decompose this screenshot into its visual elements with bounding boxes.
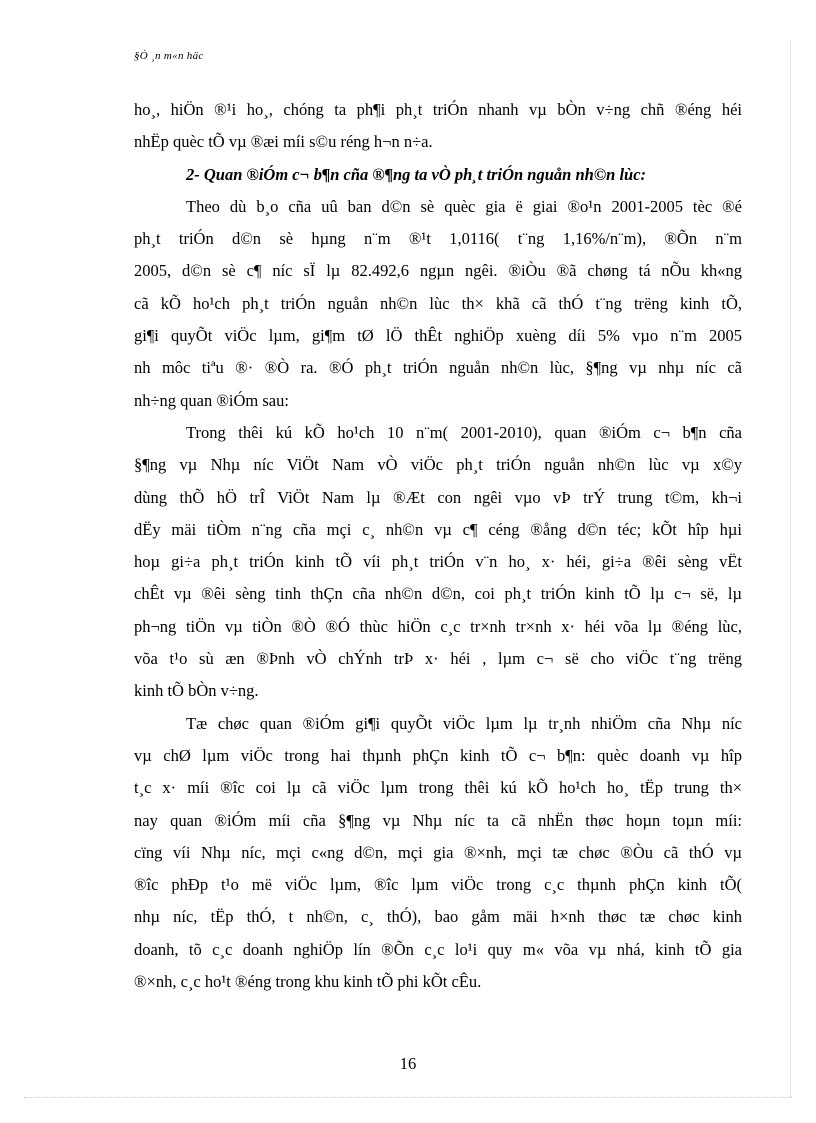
- text-line: t¸c x· míi ®îc coi lµ cã viÖc lµm trong thêi kú kÕ ho¹ch ho¸ tËp trung th×: [134, 778, 742, 798]
- page-border-right: [790, 40, 791, 1097]
- text-line: hoµ gi÷a ph¸t triÓn kinh tÕ víi ph¸t triÓn v¨n ho¸ x· héi, gi÷a ®êi sèng vËt: [134, 552, 742, 572]
- text-line: vµ chØ lµm viÖc trong hai thµnh phÇn kinh tÕ c¬ b¶n: quèc doanh vµ hîp: [134, 745, 742, 765]
- text-line: ®îc phÐp t¹o më viÖc lµm, ®îc lµm viÖc trong c¸c thµnh phÇn kinh tÕ(: [134, 875, 742, 895]
- section-heading: 2- Quan ®iÓm c¬ b¶n cña ®¶ng ta vÒ ph¸t triÓn nguån nh©n lùc:: [186, 164, 647, 184]
- text-line: nh÷ng quan ®iÓm sau:: [134, 390, 289, 410]
- text-line: Theo dù b¸o cña uû ban d©n sè quèc gia ë giai ®o¹n 2001-2005 tèc ®é: [186, 196, 742, 216]
- text-line: §¶ng vµ Nhµ níc ViÖt Nam vÒ viÖc ph¸t triÓn nguån nh©n lùc vµ x©y: [134, 455, 742, 475]
- text-line: nh môc tiªu ®· ®Ò ra. ®Ó ph¸t triÓn nguån nh©n lùc, §¶ng vµ nhµ níc cã: [134, 358, 742, 378]
- text-line: cïng víi Nhµ níc, mçi c«ng d©n, mçi gia ®×nh, mçi tæ chøc ®Òu cã thÓ vµ: [134, 842, 742, 862]
- page-border-bottom: [24, 1097, 792, 1098]
- text-line: ph¬ng tiÖn vµ tiÒn ®Ò ®Ó thùc hiÖn c¸c tr×nh tr×nh x· héi võa lµ ®éng lùc,: [134, 616, 742, 636]
- text-line: 2005, d©n sè c¶ níc sÏ lµ 82.492,6 ngµn ngêi. ®iÒu ®ã chøng tá nÕu kh«ng: [134, 261, 742, 281]
- text-line: chÊt vµ ®êi sèng tinh thÇn cña nh©n d©n, coi ph¸t triÓn kinh tÕ lµ c¬ së, lµ: [134, 584, 742, 604]
- text-line: võa t¹o sù æn ®Þnh vÒ chÝnh trÞ x· héi , lµm c¬ së cho viÖc t¨ng trëng: [134, 649, 742, 669]
- text-line: nay quan ®iÓm míi cña §¶ng vµ Nhµ níc ta cã nhËn thøc hoµn toµn míi:: [134, 810, 742, 830]
- text-line: ho¸, hiÖn ®¹i ho¸, chóng ta ph¶i ph¸t triÓn nhanh vµ bÒn v÷ng chñ ®éng héi: [134, 100, 742, 119]
- text-line: Trong thêi kú kÕ ho¹ch 10 n¨m( 2001-2010), quan ®iÓm c¬ b¶n cña: [186, 422, 742, 442]
- text-line: ph¸t triÓn d©n sè hµng n¨m ®¹t 1,0116( t¨ng 1,16%/n¨m), ®Õn n¨m: [134, 229, 742, 249]
- text-line: nhµ níc, tËp thÓ, t nh©n, c¸ thÓ), bao gåm mäi h×nh thøc tæ chøc kinh: [134, 907, 742, 927]
- text-line: doanh, tõ c¸c doanh nghiÖp lín ®Õn c¸c lo¹i quy m« võa vµ nhá, kinh tÕ gia: [134, 939, 742, 959]
- text-line: cã kÕ ho¹ch ph¸t triÓn nguån nh©n lùc th× khã cã thÓ t¨ng trëng kinh tÕ,: [134, 293, 742, 313]
- page-number: 16: [399, 1054, 417, 1073]
- text-line: dùng thÕ hÖ trÎ ViÖt Nam lµ ®Æt con ngêi vµo vÞ trÝ trung t©m, kh¬i: [134, 487, 742, 507]
- text-line: Tæ chøc quan ®iÓm gi¶i quyÕt viÖc lµm lµ tr¸nh nhiÖm cña Nhµ níc: [186, 713, 742, 733]
- text-line: ®×nh, c¸c ho¹t ®éng trong khu kinh tÕ phi kÕt cÊu.: [134, 972, 482, 992]
- text-line: gi¶i quyÕt viÖc lµm, gi¶m tØ lÖ thÊt nghiÖp xuèng díi 5% vµo n¨m 2005: [134, 326, 742, 346]
- body-text: [134, 94, 742, 998]
- text-line: kinh tÕ bÒn v÷ng.: [134, 681, 259, 701]
- running-header: §Ò ¸n m«n häc: [134, 50, 204, 62]
- text-line: dËy mäi tiÒm n¨ng cña mçi c¸ nh©n vµ c¶ céng ®ång d©n téc; kÕt hîp hµi: [134, 519, 742, 539]
- text-line: nhËp quèc tÕ vµ ®æi míi s©u réng h¬n n÷a.: [134, 132, 433, 152]
